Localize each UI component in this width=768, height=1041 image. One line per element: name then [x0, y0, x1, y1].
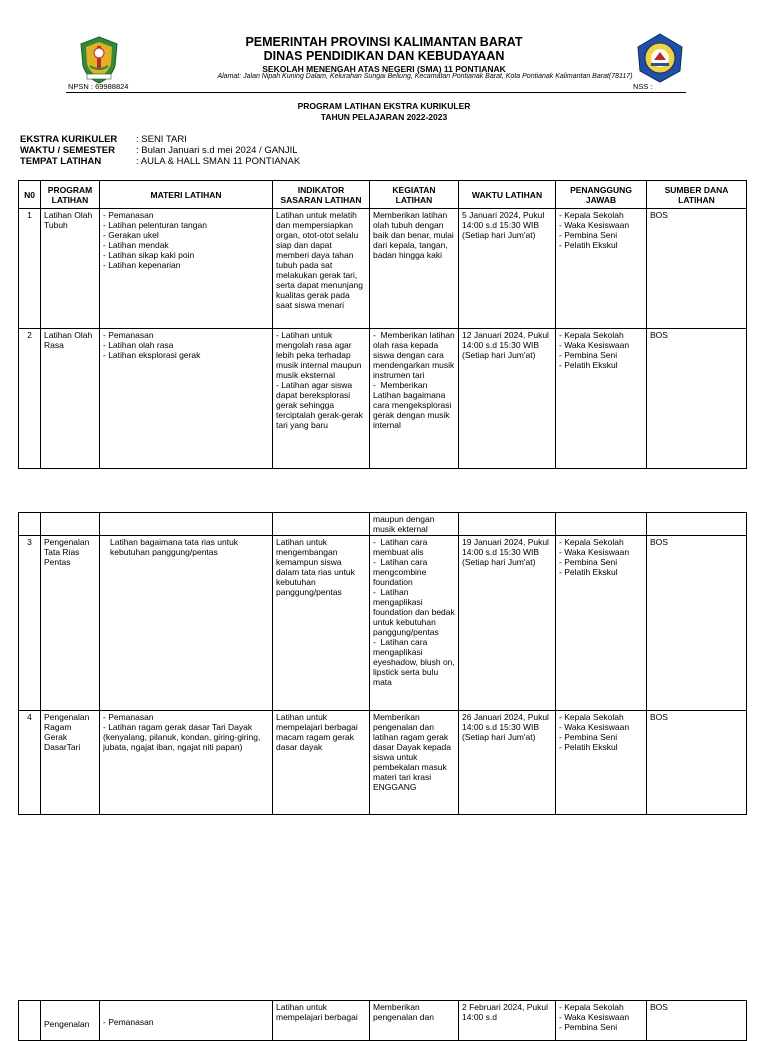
row-penanggung-jawab: - Kepala Sekolah - Waka Kesiswaan - Pembina Seni - Pelatih Ekskul [556, 209, 647, 329]
row-program: Latihan Olah Rasa [41, 329, 100, 469]
meta-value: : AULA & HALL SMAN 11 PONTIANAK [136, 156, 301, 167]
row-indikator: - Latihan untuk mengolah rasa agar lebih peka terhadap musik internal maupun musik eksternal - Latihan agar siswa dapat bereksplorasi gerak sehingga terciptalah gerak-gerak tari yang baru [273, 329, 370, 469]
row-waktu: 12 Januari 2024, Pukul 14:00 s.d 15:30 WIB (Setiap hari Jum'at) [459, 329, 556, 469]
row-kegiatan: - Latihan cara membuat alis - Latihan cara mengcombine foundation - Latihan mengaplikasi foundation dan bedak untuk kebutuhan panggung/pentas - Latihan cara mengaplikasi eyeshadow, blush on, lipstick serta bulu mata [370, 536, 459, 711]
row-kegiatan: Memberikan pengenalan dan [370, 1001, 459, 1041]
row-sumber-dana: BOS [647, 209, 747, 329]
row-kegiatan: Memberikan latihan olah tubuh dengan baik dan benar, mulai dari kepala, tangan, badan hingga kaki [370, 209, 459, 329]
row-kegiatan: - Memberikan latihan olah rasa kepada siswa dengan cara mendengarkan musik instrumen tari - Memberikan Latihan bagaimana cara mengeksplorasi gerak dengan musik internal [370, 329, 459, 469]
row-kegiatan: Memberikan pengenalan dan latihan ragam gerak dasar Dayak kepada siswa untuk pembekalan masuk materi tari krasi ENGGANG [370, 711, 459, 815]
meta-label: TEMPAT LATIHAN [20, 156, 102, 167]
row-materi: - Pemanasan - Latihan pelenturan tangan - Gerakan ukel - Latihan mendak - Latihan sikap kaki poin - Latihan kepenarian [100, 209, 273, 329]
row-materi: - Pemanasan [100, 1001, 273, 1041]
row-indikator: Latihan untuk mempelajari berbagai [273, 1001, 370, 1041]
table-row [19, 536, 747, 711]
table-row [19, 1001, 747, 1041]
row-program: Pengenalan [41, 1001, 100, 1041]
header-line-2: DINAS PENDIDIKAN DAN KEBUDAYAAN [263, 49, 505, 63]
row-indikator: Latihan untuk melatih dan mempersiapkan organ, otot-otot selalu siap dan dapat memberi daya tahan tubuh pada sat melakukan gerak tari, serta dapat menunjang kualitas gerak pada saat siswa menari [273, 209, 370, 329]
row-materi: Latihan bagaimana tata rias untuk kebutuhan panggung/pentas [100, 536, 273, 711]
column-header: INDIKATOR SASARAN LATIHAN [273, 181, 370, 209]
row-number: 4 [19, 711, 41, 815]
row-penanggung-jawab: - Kepala Sekolah - Waka Kesiswaan - Pembina Seni - Pelatih Ekskul [556, 536, 647, 711]
meta-label: EKSTRA KURIKULER [20, 134, 118, 145]
row-sumber-dana: BOS [647, 329, 747, 469]
row-materi: - Pemanasan - Latihan olah rasa - Latihan eksplorasi gerak [100, 329, 273, 469]
header-line-1: PEMERINTAH PROVINSI KALIMANTAN BARAT [245, 35, 523, 49]
column-header: KEGIATAN LATIHAN [370, 181, 459, 209]
row-program: Latihan Olah Tubuh [41, 209, 100, 329]
row-sumber-dana: BOS [647, 711, 747, 815]
column-header: N0 [19, 181, 41, 209]
row-number: 1 [19, 209, 41, 329]
meta-value: : Bulan Januari s.d mei 2024 / GANJIL [136, 145, 298, 156]
npsn-label: NPSN : 69988824 [68, 82, 129, 91]
row-waktu: 19 Januari 2024, Pukul 14:00 s.d 15:30 WIB (Setiap hari Jum'at) [459, 536, 556, 711]
row-kegiatan-continued: maupun dengan musik ekternal [370, 513, 459, 536]
school-address: Alamat: Jalan Nipah Kuning Dalam, Kelurahan Sungai Beliung, Kecamatan Pontianak Barat, Kota Pontianak Kalimantan Barat(78117) [217, 73, 633, 80]
meta-value: : SENI TARI [136, 134, 187, 145]
column-header: SUMBER DANA LATIHAN [647, 181, 747, 209]
row-materi: - Pemanasan - Latihan ragam gerak dasar Tari Dayak (kenyalang, pilanuk, kondan, giring-giring, jubata, ngajat iban, ngajat niti papan) [100, 711, 273, 815]
row-penanggung-jawab: - Kepala Sekolah - Waka Kesiswaan - Pembina Seni [556, 1001, 647, 1041]
program-year: TAHUN PELAJARAN 2022-2023 [320, 112, 448, 122]
row-indikator: Latihan untuk mempelajari berbagai macam ragam gerak dasar dayak [273, 711, 370, 815]
table-row [19, 209, 747, 329]
column-header: PENANGGUNG JAWAB [556, 181, 647, 209]
row-sumber-dana: BOS [647, 536, 747, 711]
row-sumber-dana: BOS [647, 1001, 747, 1041]
program-title: PROGRAM LATIHAN EKSTRA KURIKULER [297, 101, 471, 111]
row-penanggung-jawab: - Kepala Sekolah - Waka Kesiswaan - Pembina Seni - Pelatih Ekskul [556, 329, 647, 469]
table-header-row [19, 181, 747, 209]
row-penanggung-jawab: - Kepala Sekolah - Waka Kesiswaan - Pembina Seni - Pelatih Ekskul [556, 711, 647, 815]
row-waktu: 26 Januari 2024, Pukul 14:00 s.d 15:30 WIB (Setiap hari Jum'at) [459, 711, 556, 815]
row-waktu: 2 Februari 2024, Pukul 14:00 s.d [459, 1001, 556, 1041]
header-divider [66, 92, 686, 93]
meta-label: WAKTU / SEMESTER [20, 145, 116, 156]
program-table-page-3 [18, 1000, 747, 1041]
column-header: MATERI LATIHAN [100, 181, 273, 209]
row-indikator: Latihan untuk mengembangan kemampun siswa dalam tata rias untuk kebutuhan panggung/pentas [273, 536, 370, 711]
column-header: PROGRAM LATIHAN [41, 181, 100, 209]
table-row [19, 329, 747, 469]
column-header: WAKTU LATIHAN [459, 181, 556, 209]
row-waktu: 5 Januari 2024, Pukul 14:00 s.d 15:30 WIB (Setiap hari Jum'at) [459, 209, 556, 329]
program-table-page-1 [18, 180, 747, 469]
row-program: Pengenalan Tata Rias Pentas [41, 536, 100, 711]
row-number: 2 [19, 329, 41, 469]
nss-label: NSS : [633, 82, 653, 91]
header-line-3: SEKOLAH MENENGAH ATAS NEGERI (SMA) 11 PONTIANAK [262, 64, 506, 74]
row-program: Pengenalan Ragam Gerak DasarTari [41, 711, 100, 815]
table-row-continued [19, 513, 747, 536]
row-number: 3 [19, 536, 41, 711]
table-row [19, 711, 747, 815]
program-table-page-2 [18, 512, 747, 815]
